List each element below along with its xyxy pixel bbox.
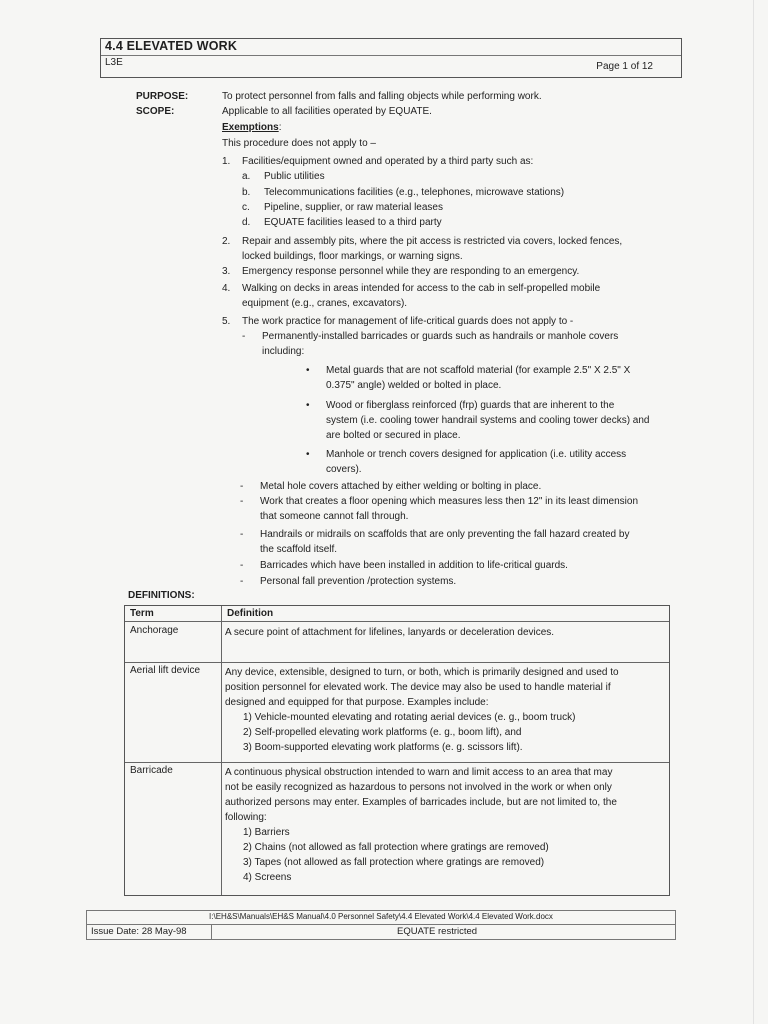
exemption-text: Pipeline, supplier, or raw material leases (264, 202, 443, 213)
exemption-text: Public utilities (264, 171, 325, 182)
bullet-text: Metal guards that are not scaffold material (for example 2.5" X 2.5" X (326, 365, 631, 376)
scope-label: SCOPE: (136, 106, 175, 117)
exemption-text: Repair and assembly pits, where the pit access is restricted via covers, locked fences, (242, 236, 623, 247)
exemption-text: Telecommunications facilities (e.g., telephones, microwave stations) (264, 187, 565, 198)
definition-text: 1) Vehicle-mounted elevating and rotating aerial devices (e. g., boom truck) (243, 712, 576, 723)
exemption-number: 5. (222, 316, 231, 327)
dash-item-text: that someone cannot fall through. (260, 511, 409, 522)
scope-text: Applicable to all facilities operated by EQUATE. (222, 106, 432, 117)
page-edge (753, 0, 754, 1024)
table-header-definition: Definition (227, 608, 274, 619)
footer-column-divider (211, 924, 212, 939)
definition-text: 2) Self-propelled elevating work platforms (e. g., boom lift), and (243, 727, 522, 738)
definition-text: 4) Screens (243, 872, 292, 883)
table-column-divider (221, 606, 222, 895)
document-header (100, 38, 682, 78)
bullet-text: Manhole or trench covers designed for application (i.e. utility access (326, 449, 627, 460)
purpose-text: To protect personnel from falls and falling objects while performing work. (222, 91, 542, 102)
bullet-marker: • (306, 365, 310, 376)
exemptions-heading: Exemptions (222, 122, 279, 133)
exemption-text: locked buildings, floor markings, or warning signs. (242, 251, 463, 262)
page-number: Page 1 of 12 (596, 61, 653, 72)
dash-marker: - (242, 331, 246, 342)
definition-text: following: (225, 812, 267, 823)
guard-intro-text: Permanently-installed barricades or guards such as handrails or manhole covers (262, 331, 619, 342)
dash-marker: - (240, 560, 244, 571)
bullet-text: are bolted or secured in place. (326, 430, 461, 441)
bullet-marker: • (306, 400, 310, 411)
exemption-number: 1. (222, 156, 231, 167)
dash-item-text: Handrails or midrails on scaffolds that are only preventing the fall hazard created by (260, 529, 630, 540)
guard-intro-text: including: (262, 346, 305, 357)
definitions-label: DEFINITIONS: (128, 590, 195, 601)
bullet-text: Wood or fiberglass reinforced (frp) guards that are inherent to the (326, 400, 615, 411)
dash-item-text: Work that creates a floor opening which measures less then 12" in its least dimension (260, 496, 639, 507)
definition-term: Aerial lift device (130, 665, 201, 676)
table-header-divider (125, 621, 669, 622)
definition-text: Any device, extensible, designed to turn, or both, which is primarily designed and used to (225, 667, 619, 678)
exemption-text: The work practice for management of life-critical guards does not apply to - (242, 316, 574, 327)
exemption-text: equipment (e.g., cranes, excavators). (242, 298, 408, 309)
exemption-number: 4. (222, 283, 231, 294)
dash-item-text: Personal fall prevention /protection systems. (260, 576, 457, 587)
bullet-text: system (i.e. cooling tower handrail systems and cooling tower decks) and (326, 415, 650, 426)
definition-text: A continuous physical obstruction intended to warn and limit access to an area that may (225, 767, 613, 778)
exemption-number: c. (242, 202, 250, 213)
exemption-number: b. (242, 187, 251, 198)
document-code: L3E (105, 57, 123, 68)
exemption-text: EQUATE facilities leased to a third party (264, 217, 442, 228)
definition-text: 3) Boom-supported elevating work platforms (e. g. scissors lift). (243, 742, 523, 753)
definitions-table (124, 605, 670, 896)
exemption-text: Emergency response personnel while they are responding to an emergency. (242, 266, 580, 277)
definition-text: position personnel for elevated work. The device may also be used to handle material if (225, 682, 611, 693)
document-title: 4.4 ELEVATED WORK (105, 39, 238, 53)
definition-text: 1) Barriers (243, 827, 290, 838)
definition-text: not be easily recognized as hazardous to persons not involved in the work or when only (225, 782, 612, 793)
exemptions-intro: This procedure does not apply to – (222, 138, 376, 149)
definition-text: designed and equipped for that purpose. Examples include: (225, 697, 489, 708)
definition-text: 3) Tapes (not allowed as fall protection where gratings are removed) (243, 857, 545, 868)
dash-marker: - (240, 496, 244, 507)
purpose-label: PURPOSE: (136, 91, 189, 102)
dash-marker: - (240, 481, 244, 492)
bullet-marker: • (306, 449, 310, 460)
bullet-text: covers). (326, 464, 362, 475)
exemption-text: Walking on decks in areas intended for access to the cab in self-propelled mobile (242, 283, 601, 294)
dash-item-text: Metal hole covers attached by either welding or bolting in place. (260, 481, 542, 492)
exemption-number: a. (242, 171, 251, 182)
dash-item-text: the scaffold itself. (260, 544, 338, 555)
document-footer (86, 910, 676, 940)
exemptions-heading-line (222, 120, 281, 135)
issue-date: Issue Date: 28 May-98 (91, 926, 187, 937)
definition-text: authorized persons may enter. Examples of barricades include, but are not limited to, the (225, 797, 617, 808)
exemption-number: 2. (222, 236, 231, 247)
classification: EQUATE restricted (397, 926, 478, 937)
file-path: I:\EH&S\Manuals\EH&S Manual\4.0 Personnel Safety\4.4 Elevated Work\4.4 Elevated Work.docx (209, 912, 553, 921)
definition-text: A secure point of attachment for lifelines, lanyards or deceleration devices. (225, 627, 555, 638)
exemption-number: 3. (222, 266, 231, 277)
table-row-divider (125, 762, 669, 763)
definition-text: 2) Chains (not allowed as fall protection where gratings are removed) (243, 842, 549, 853)
definition-term: Anchorage (130, 625, 179, 636)
dash-marker: - (240, 529, 244, 540)
table-header-term: Term (130, 608, 154, 619)
exemption-number: d. (242, 217, 251, 228)
bullet-text: 0.375" angle) welded or bolted in place. (326, 380, 502, 391)
definition-term: Barricade (130, 765, 173, 776)
exemption-text: Facilities/equipment owned and operated by a third party such as: (242, 156, 534, 167)
dash-marker: - (240, 576, 244, 587)
table-row-divider (125, 662, 669, 663)
header-divider (101, 55, 681, 56)
footer-divider (87, 924, 675, 925)
dash-item-text: Barricades which have been installed in addition to life-critical guards. (260, 560, 568, 571)
exemptions-colon: : (278, 122, 282, 133)
